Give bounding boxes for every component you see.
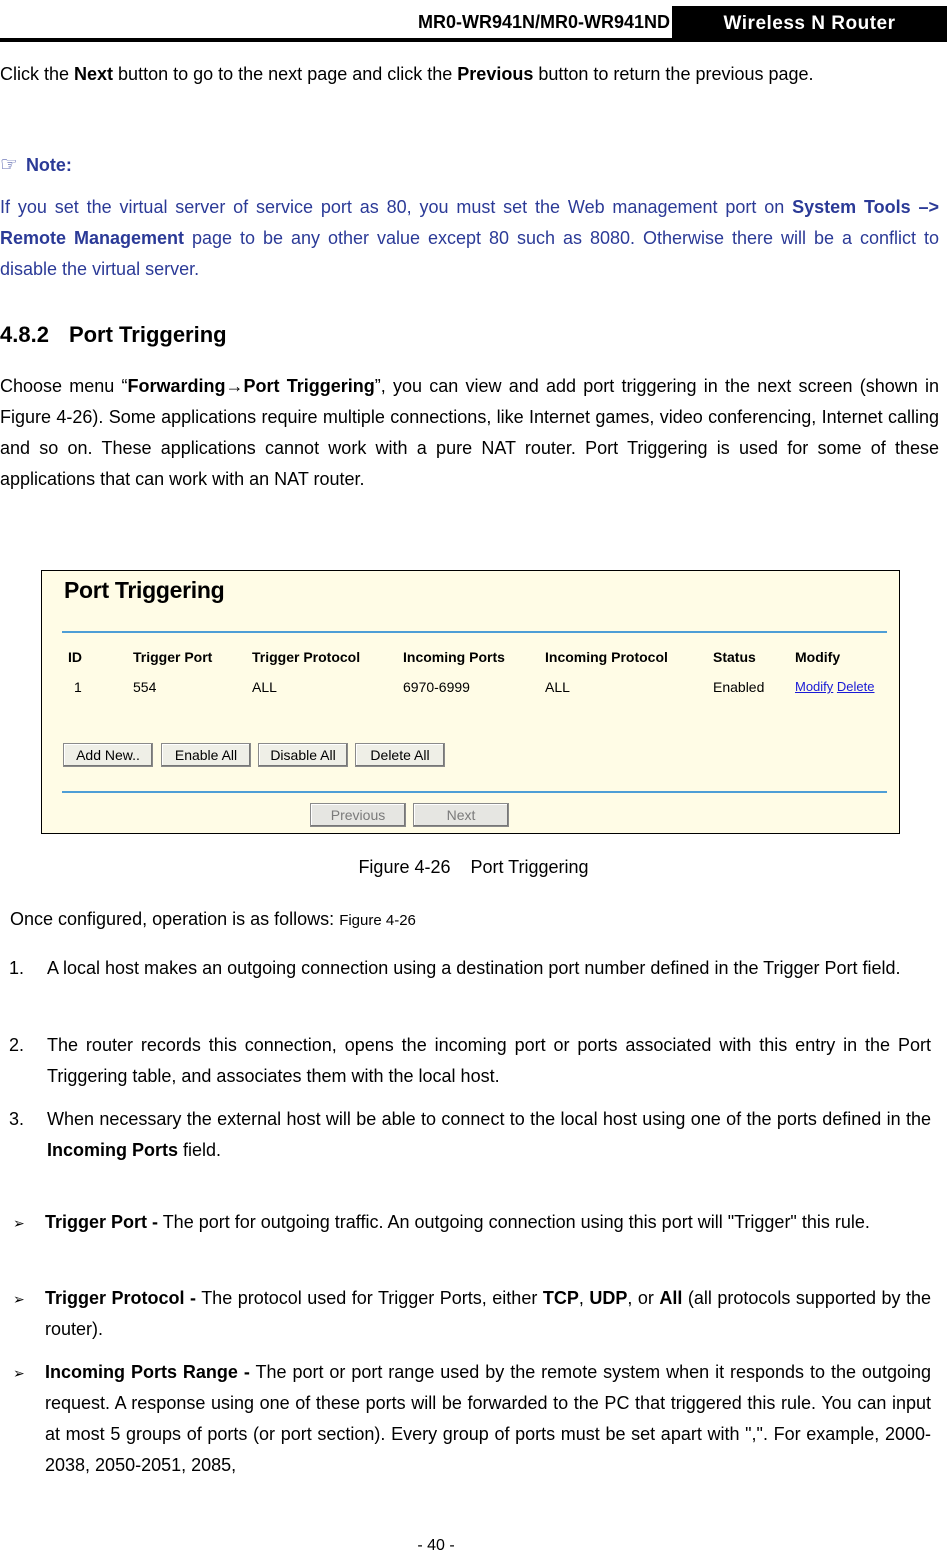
note-label: Note: <box>25 155 72 175</box>
step-2-text: The router records this connection, opens the incoming port or ports associated with this entry in the Port Triggering table, and associates them with the local host. <box>47 1035 931 1086</box>
column-header-trigger-port: Trigger Port <box>133 649 213 665</box>
column-header-trigger-protocol: Trigger Protocol <box>252 649 361 665</box>
section-title: Port Triggering <box>68 322 227 347</box>
disable-all-button[interactable]: Disable All <box>258 743 348 767</box>
cell-trigger-protocol: ALL <box>252 679 277 695</box>
step-3-text-2: field. <box>178 1140 222 1160</box>
header-rule <box>0 38 947 42</box>
field-incoming-ports-text: The port or port range used by the remote system when it responds to the outgoing request. A response using one of these ports will be forwarded to the PC that triggered this rule. You can input at most 5 groups of ports (or port section). Every group of ports must be set apart with ",". For example, 2000-2038, 2050-2051, 2085, <box>45 1362 931 1475</box>
field-trigger-port-label: Trigger Port - <box>45 1212 159 1232</box>
operation-intro <box>10 909 416 930</box>
column-header-incoming-ports: Incoming Ports <box>403 649 505 665</box>
field-incoming-ports <box>45 1357 931 1481</box>
step-3-number: 3. <box>9 1109 25 1129</box>
cell-status: Enabled <box>713 679 765 695</box>
operation-intro-text: Once configured, operation is as follows: <box>10 909 340 929</box>
cell-id: 1 <box>74 679 82 695</box>
step-3-bold: Incoming Ports <box>47 1140 179 1160</box>
choose-text-1: Choose menu “ <box>0 376 128 396</box>
arrow-bullet-icon: ➢ <box>13 1291 25 1307</box>
section-number: 4.8.2 <box>0 322 49 347</box>
delete-all-button[interactable]: Delete All <box>355 743 445 767</box>
intro-previous: Previous <box>457 64 534 84</box>
note-paragraph <box>0 192 939 285</box>
header-product: Wireless N Router <box>672 6 947 40</box>
note-text-2: page to be any other value except 80 such as 8080. Otherwise there will be a conflict to disable the virtual server. <box>0 228 939 279</box>
note-heading <box>0 152 72 177</box>
field-trigger-port-text: The port for outgoing traffic. An outgoing connection using this port will "Trigger" this rule. <box>158 1212 870 1232</box>
port-triggering-screenshot <box>41 570 900 834</box>
field-comma-1: , <box>578 1288 590 1308</box>
field-trigger-protocol-text-1: The protocol used for Trigger Ports, either <box>196 1288 543 1308</box>
cell-incoming-ports: 6970-6999 <box>403 679 470 695</box>
header-model: MR0-WR941N/MR0-WR941ND <box>417 12 670 32</box>
step-2-number: 2. <box>9 1035 25 1055</box>
intro-next: Next <box>74 64 114 84</box>
operation-figure-ref: Figure 4-26 <box>339 912 416 929</box>
figure-caption: Figure 4-26 Port Triggering <box>358 857 589 877</box>
choose-text-2: ”, you can view and add port triggering in the next screen (shown in Figure 4-26). Some applications require multiple connections, like Internet games, video conferencing, Internet calling and so on. These applications cannot work with a pure NAT router. Port Triggering is used for some of these applications that can work with an NAT router. <box>0 376 939 489</box>
enable-all-button[interactable]: Enable All <box>161 743 251 767</box>
section-heading <box>0 322 227 348</box>
delete-link[interactable]: Delete <box>836 679 875 694</box>
field-incoming-ports-label: Incoming Ports Range - <box>45 1362 250 1382</box>
pointing-hand-icon: ☞ <box>0 154 18 176</box>
next-button[interactable]: Next <box>413 803 509 827</box>
column-header-status: Status <box>713 649 756 665</box>
field-udp: UDP <box>589 1288 628 1308</box>
note-path: System Tools –> Remote Management <box>0 197 939 248</box>
field-tcp: TCP <box>542 1288 579 1308</box>
cell-modify <box>795 679 875 694</box>
choose-paragraph <box>0 371 939 495</box>
field-trigger-protocol-text-2: (all protocols supported by the router). <box>45 1288 931 1339</box>
field-trigger-port <box>45 1207 931 1238</box>
figure-top-rule <box>62 631 887 633</box>
choose-menu-path: Forwarding→Port Triggering <box>127 376 375 396</box>
intro-paragraph <box>0 59 939 90</box>
figure-bottom-rule <box>62 791 887 793</box>
page-number: - 40 - <box>417 1537 455 1554</box>
step-1-number: 1. <box>9 958 25 978</box>
field-trigger-protocol-label: Trigger Protocol - <box>45 1288 197 1308</box>
figure-title: Port Triggering <box>64 577 225 603</box>
arrow-bullet-icon: ➢ <box>13 1215 25 1231</box>
intro-text-3: button to return the previous page. <box>533 64 814 84</box>
step-3-text-1: When necessary the external host will be able to connect to the local host using one of the ports defined in the <box>47 1109 931 1129</box>
add-new-button[interactable]: Add New.. <box>63 743 153 767</box>
field-comma-2: , or <box>627 1288 660 1308</box>
cell-incoming-protocol: ALL <box>545 679 570 695</box>
step-3-text <box>47 1104 931 1166</box>
intro-text-2: button to go to the next page and click the <box>113 64 458 84</box>
step-1-text: A local host makes an outgoing connection using a destination port number defined in the Trigger Port field. <box>47 958 901 978</box>
column-header-modify: Modify <box>795 649 841 665</box>
cell-trigger-port: 554 <box>133 679 157 695</box>
column-header-incoming-protocol: Incoming Protocol <box>545 649 668 665</box>
intro-text-1: Click the <box>0 64 75 84</box>
column-header-id: ID <box>68 649 82 665</box>
modify-link[interactable]: Modify <box>795 679 834 694</box>
field-all: All <box>659 1288 683 1308</box>
note-text-1: If you set the virtual server of service port as 80, you must set the Web management port on <box>0 197 793 217</box>
field-trigger-protocol <box>45 1283 931 1345</box>
arrow-bullet-icon: ➢ <box>13 1365 25 1381</box>
previous-button[interactable]: Previous <box>310 803 406 827</box>
